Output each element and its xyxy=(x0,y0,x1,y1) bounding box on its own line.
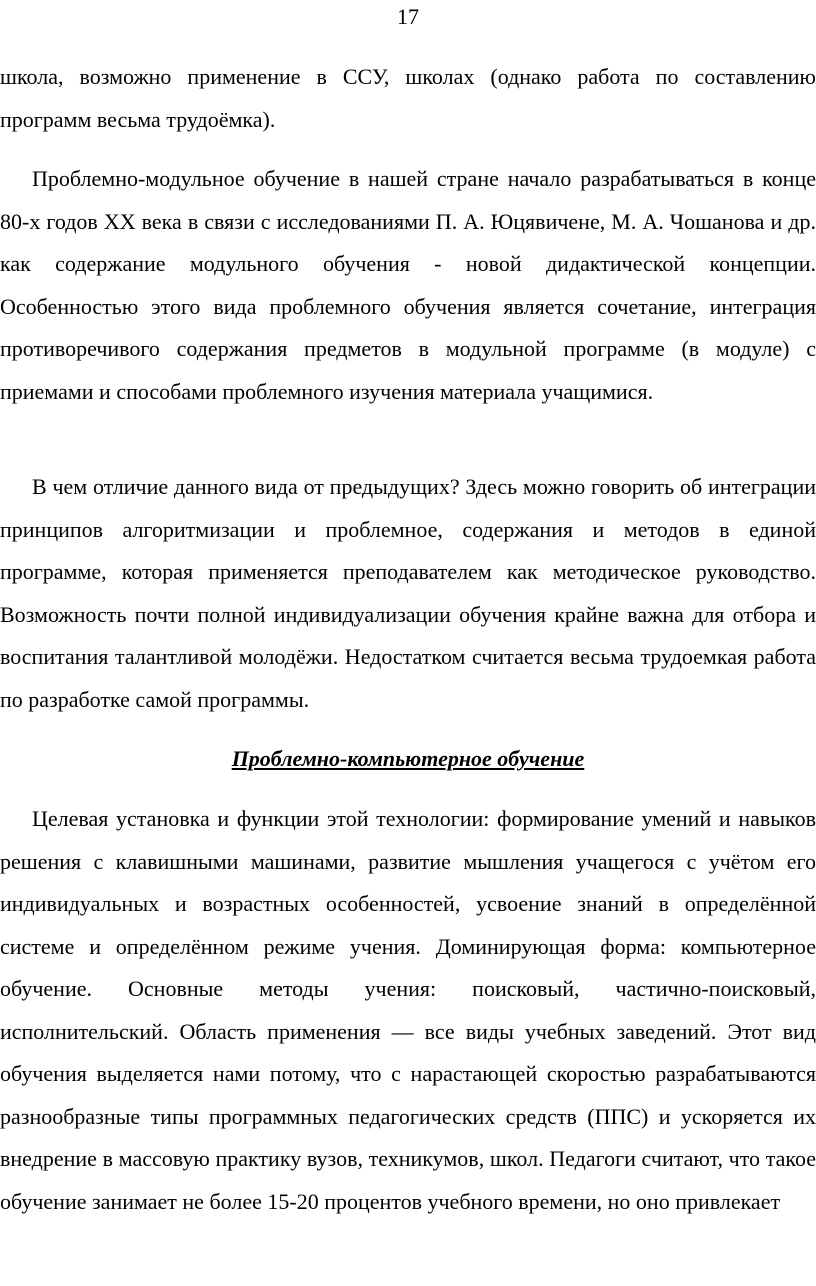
paragraph-1 xyxy=(0,56,816,141)
section-heading: Проблемно-компьютерное обучение xyxy=(231,746,585,771)
page-number: 17 xyxy=(397,4,419,29)
paragraph-2 xyxy=(0,158,816,413)
paragraph-4-text: Целевая установка и функции этой технологии: формирование умений и навыков решения с клавишными машинами, развитие мышления учащегося с учётом его индивидуальных и возрастных особенностей, усвоение знаний в определённой системе и определённом режиме учения. Доминирующая форма: компьютерное обучение. Основные методы учения: поисковый, частично-поисковый, исполнительский. Область применения — все виды учебных заведений. Этот вид обучения выделяется нами потому, что с нарастающей скоростью разрабатываются разнообразные типы программных педагогических средств (ППС) и ускоряется их внедрение в массовую практику вузов, техникумов, школ. Педагоги считают, что такое обучение занимает не более 15-20 процентов учебного времени, но оно привлекает xyxy=(0,806,816,1214)
paragraph-4 xyxy=(0,798,816,1223)
paragraph-3-text: В чем отличие данного вида от предыдущих? Здесь можно говорить об интеграции принципов алгоритмизации и проблемное, содержания и методов в единой программе, которая применяется преподавателем как методическое руководство. Возможность почти полной индивидуализации обучения крайне важна для отбора и воспитания талантливой молодёжи. Недостатком считается весьма трудоемкая работа по разработке самой программы. xyxy=(0,474,816,712)
paragraph-3 xyxy=(0,466,816,721)
paragraph-2-text: Проблемно-модульное обучение в нашей стране начало разрабатываться в конце 80-х годов XX века в связи с исследованиями П. А. Юцявичене, М. А. Чошанова и др. как содержание модульного обучения - новой дидактической концепции. Особенностью этого вида проблемного обучения является сочетание, интеграция противоречивого содержания предметов в модульной программе (в модуле) с приемами и способами проблемного изучения материала учащимися. xyxy=(0,166,816,404)
paragraph-1-text: школа, возможно применение в ССУ, школах (однако работа по составлению программ весьма трудоёмка). xyxy=(0,64,816,132)
